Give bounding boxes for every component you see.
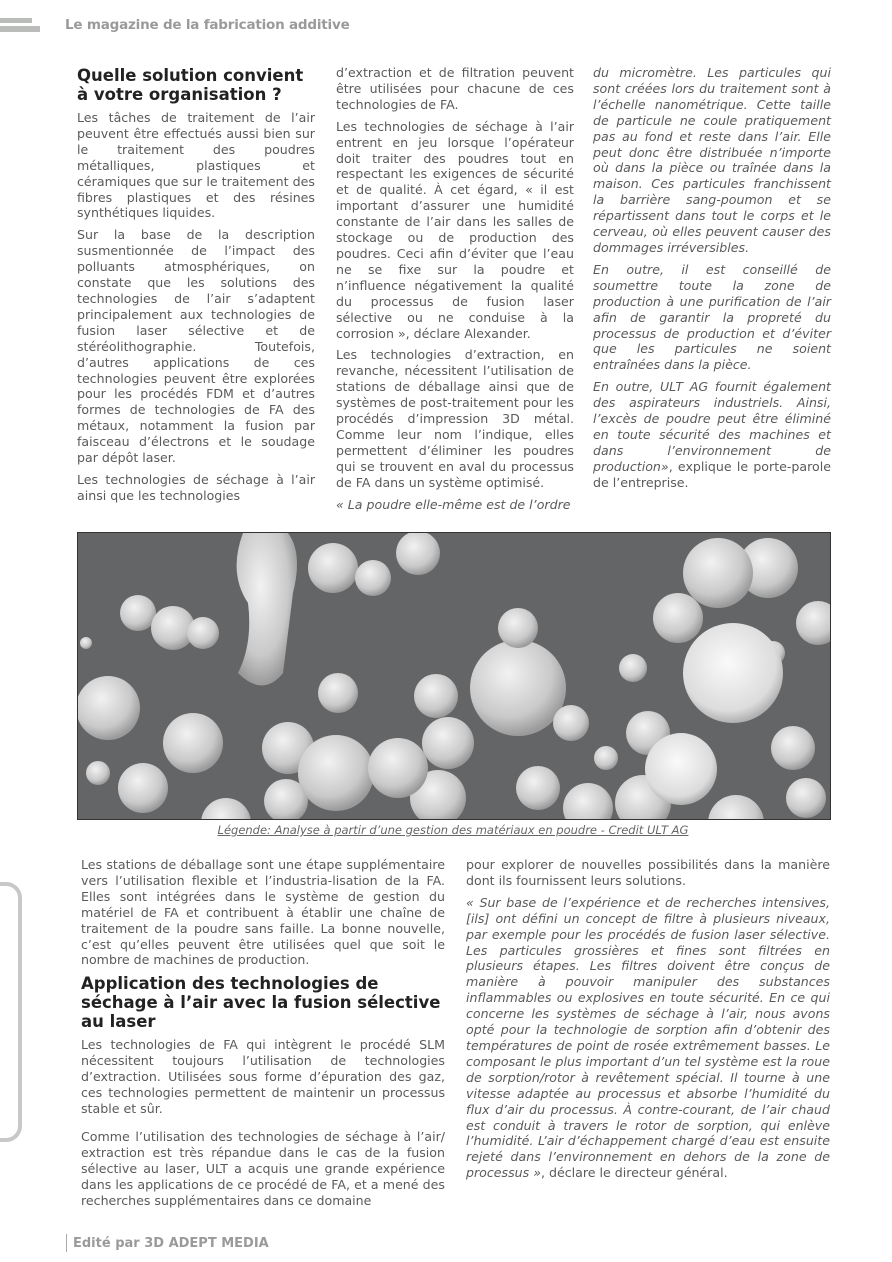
quote-text: « Sur base de l’expérience et de recherches intensives, [ils] ont défini un concept de filtre à plusieurs niveaux, par exemple pour les procédés de fusion laser sélective. Les particules grossières et fines sont filtrées en plusieurs étapes. Les filtres doivent être conçus de manière à pouvoir manipuler des substances inflammables ou explosives en toute sécurité. En ce qui concerne les systèmes de séchage à l’air, nous avons opté pour la technologie de sorption afin d’obtenir des températures de point de rosée extrêmement basses. Le composant le plus important d’un tel système est la roue de sorption/rotor à revêtement spécial. Il tourne à une vitesse adaptée au processus et absorbe l’humidité du flux d’air du processus. À contre-courant, de l’air chaud est conduit à travers le rotor de sorption, qui enlève l’humidité. L’air d’échappement chargé d’eau est ensuite rejeté dans l’environnement en dehors de la zone de processus » xyxy=(466,894,830,1181)
section-heading: Application des technologies de séchage à l’air avec la fusion sélective au laser xyxy=(81,974,441,1032)
footer-divider xyxy=(66,1234,67,1252)
header-decor-bar xyxy=(0,18,32,23)
quote-text: En outre, ULT AG fournit également des aspirateurs industriels. Ainsi, l’excès de poudre peut être éliminé en toute sécurité des machines et dans l’environnement de production» xyxy=(593,379,831,474)
quote-paragraph: En outre, il est conseillé de soumettre toute la zone de production à une purification de l’air afin de garantir la propreté du processus de production et d’éviter que les particules ne soient entraînées dans la pièce. xyxy=(593,261,831,373)
publisher-credit: Edité par 3D ADEPT MEDIA xyxy=(73,1236,269,1251)
attribution: , explique le porte-parole de l’entreprise. xyxy=(593,458,831,490)
paragraph: Les technologies de FA qui intègrent le procédé SLM nécessitent toujours l’utilisation de technologies d’extraction. Utilisées sous forme d’épuration des gaz, ces technologies permettent de maintenir un processus stable et sûr. xyxy=(81,1037,445,1116)
paragraph: Sur la base de la description susmentionnée de l’impact des polluants atmosphériques, on constate que les solutions des technologies de l’air s’adaptent principalement aux technologies de fusion laser sélective et de stéréolithographie. Toutefois, d’autres applications de ces technologies peuvent être explorées pour les procédés FDM et d’autres formes de technologies de FA des métaux, notamment la fusion par faisceau d’électrons et le soudage par dépôt laser. xyxy=(77,227,315,466)
paragraph xyxy=(593,379,831,490)
paragraph: pour explorer de nouvelles possibilités dans la manière dont ils fournissent leurs solutions. xyxy=(466,857,830,888)
page-edge-decor xyxy=(0,882,22,1142)
column-3 xyxy=(593,65,831,497)
paragraph: Les technologies de séchage à l’air ainsi que les technologies xyxy=(77,471,315,503)
section-heading: Quelle solution convient à votre organisation ? xyxy=(77,66,304,104)
paragraph: d’extraction et de filtration peuvent être utilisées pour chacune de ces technologies de FA. xyxy=(336,65,574,112)
column-5 xyxy=(466,857,830,1187)
column-2 xyxy=(336,65,574,518)
paragraph: Les technologies de séchage à l’air entrent en jeu lorsque l’opérateur doit traiter des poudres tout en respectant les exigences de sécurité et de qualité. À cet égard, « il est important d’assurer une humidité constante de l’air dans les salles de stockage ou de production des poudres. Ceci afin d’éviter que l’eau ne se fixe sur la poudre et n’influence négativement la qualité du processus de fusion laser sélective ou ne conduise à la corrosion », déclare Alexander. xyxy=(336,118,574,341)
quote-paragraph: du micromètre. Les particules qui sont créées lors du traitement sont à l’échelle nanométrique. Cette taille de particule ne coule pratiquement pas au fond et reste dans l’air. Elle peut donc être distribuée n’importe où dans la pièce ou traînée dans la maison. Ces particules franchissent la barrière sang-poumon et se répartissent dans tout le corps et le cerveau, où elles peuvent causer des dommages irréversibles. xyxy=(593,65,831,255)
column-4 xyxy=(81,857,445,1214)
paragraph xyxy=(466,895,830,1181)
powder-particles-illustration xyxy=(78,533,830,819)
column-1 xyxy=(77,66,315,510)
magazine-title: Le magazine de la fabrication additive xyxy=(65,17,350,33)
powder-micrograph-image xyxy=(77,532,831,820)
paragraph: Les stations de déballage sont une étape supplémentaire vers l’utilisation flexible et l’industria-lisation de la FA. Elles sont intégrées dans le système de gestion du matériel de FA et contribuent à établir une chaîne de traitement de la poudre sans faille. La bonne nouvelle, c’est qu’elles peuvent être utilisées quel que soit le nombre de machines de production. xyxy=(81,857,445,968)
paragraph: Comme l’utilisation des technologies de séchage à l’air/ extraction est très répandue dans le cas de la fusion sélective au laser, ULT a acquis une grande expérience dans les applications de ce procédé de FA, et a mené des recherches supplémentaires dans ce domaine xyxy=(81,1128,445,1208)
paragraph: Les tâches de traitement de l’air peuvent être effectués aussi bien sur le traitement des poudres métalliques, plastiques et céramiques que sur le traitement des fibres plastiques et des résines synthétiques liquides. xyxy=(77,110,315,221)
quote-paragraph: « La poudre elle-même est de l’ordre xyxy=(336,496,571,512)
attribution: , déclare le directeur général. xyxy=(541,1165,728,1181)
figure-caption: Légende: Analyse à partir d’une gestion des matériaux en poudre - Credit ULT AG xyxy=(217,823,689,837)
paragraph: Les technologies d’extraction, en revanche, nécessitent l’utilisation de stations de déballage ainsi que de systèmes de post-traitement pour les procédés d’impression 3D métal. Comme leur nom l’indique, elles permettent d’éliminer les poudres qui se trouvent en aval du processus de FA dans un système optimisé. xyxy=(336,347,574,490)
header-decor-bar xyxy=(0,26,40,32)
